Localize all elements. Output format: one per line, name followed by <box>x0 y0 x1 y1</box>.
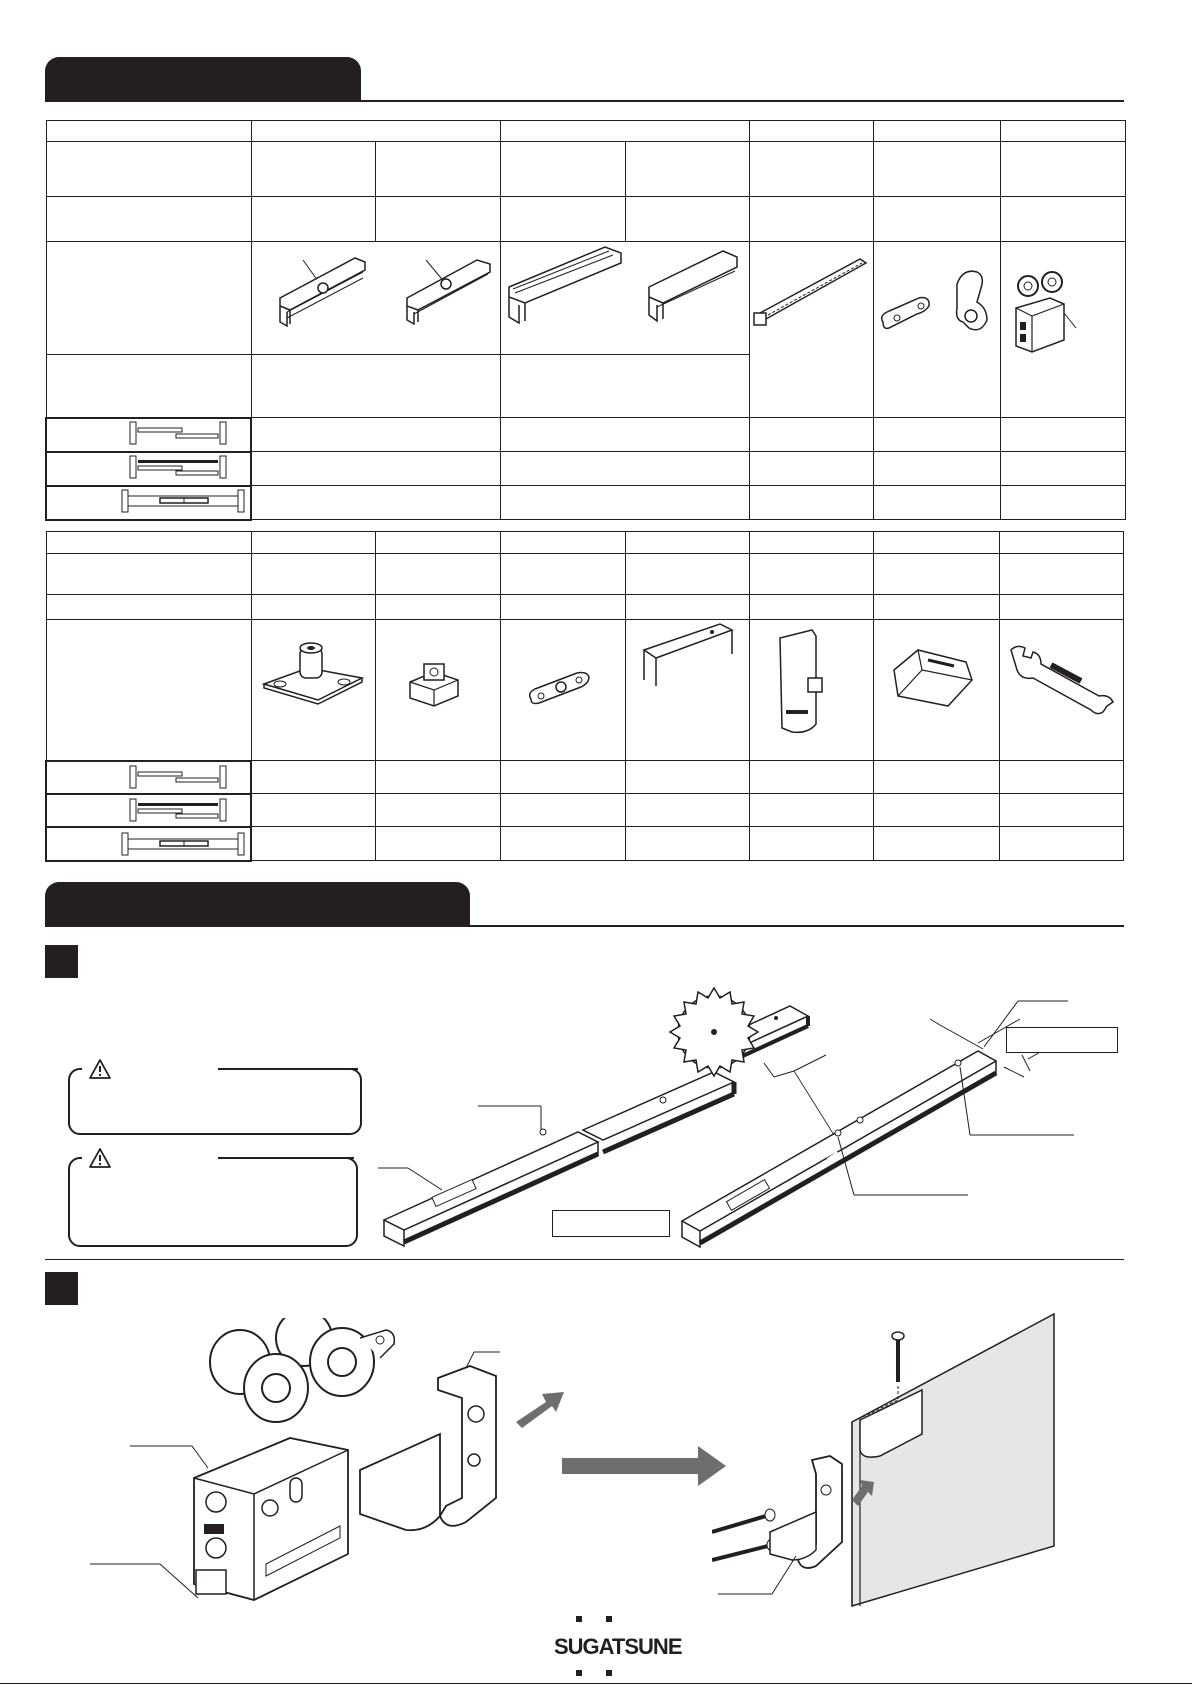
installation-section-rule <box>45 925 1124 927</box>
bracket-and-hanger-illustration <box>877 262 997 342</box>
rail-dimension-illustration <box>678 985 1078 1250</box>
mounting-plate-illustration <box>525 665 595 710</box>
door-config-bi-parting-icon <box>120 831 250 857</box>
guide-block-illustration <box>404 660 466 710</box>
door-config-single-icon <box>128 420 228 446</box>
door-mounting-illustration <box>712 1310 1062 1610</box>
step-2-number-box <box>45 1272 78 1305</box>
caution-callout-1 <box>68 1068 362 1135</box>
table-row <box>46 554 1123 595</box>
table-row <box>46 197 1125 242</box>
rail-double-illustration-a <box>505 243 625 328</box>
caution-callout-2 <box>68 1157 358 1247</box>
caution-callout-2-header-line <box>218 1157 354 1159</box>
roller-hanger-assembly-illustration <box>90 1318 600 1618</box>
door-config-double-icon <box>128 454 228 480</box>
page-bottom-rule <box>0 1683 1192 1684</box>
floor-guide-plate-illustration <box>258 638 368 713</box>
arrow-right-icon <box>562 1446 726 1486</box>
step-divider <box>45 1259 1124 1260</box>
table-row <box>46 595 1123 620</box>
door-stopper-illustration <box>888 640 978 715</box>
rail-double-illustration-b <box>645 243 740 328</box>
step-1-number-box <box>45 945 78 978</box>
long-connector-bar-illustration <box>752 255 870 340</box>
warning-triangle-icon <box>88 1058 112 1080</box>
rail-cut-label-box-left <box>552 1210 670 1237</box>
warning-triangle-icon <box>88 1147 112 1169</box>
door-config-bi-parting-icon <box>120 488 250 514</box>
table-row <box>46 532 1123 554</box>
parts-list-section-rule <box>45 100 1124 102</box>
caution-callout-1-header-line <box>218 1068 358 1070</box>
end-cap-illustration <box>772 628 832 738</box>
table-row <box>46 121 1125 142</box>
roller-carriage-illustration <box>1008 268 1088 360</box>
rail-dimension-label-box <box>1006 1027 1118 1053</box>
brand-logo <box>552 1612 682 1682</box>
spanner-wrench-illustration <box>1003 640 1118 720</box>
table-row <box>46 142 1125 197</box>
rail-with-stopper-illustration-b <box>402 248 497 328</box>
door-config-single-icon <box>128 764 228 790</box>
installation-section-tab <box>45 882 470 926</box>
rail-with-stopper-illustration-a <box>275 248 370 328</box>
parts-list-section-tab <box>45 57 361 101</box>
door-config-double-icon <box>128 797 228 823</box>
rail-cover-illustration <box>640 620 735 690</box>
brand-logo-text: SUGATSUNE <box>554 1634 682 1659</box>
